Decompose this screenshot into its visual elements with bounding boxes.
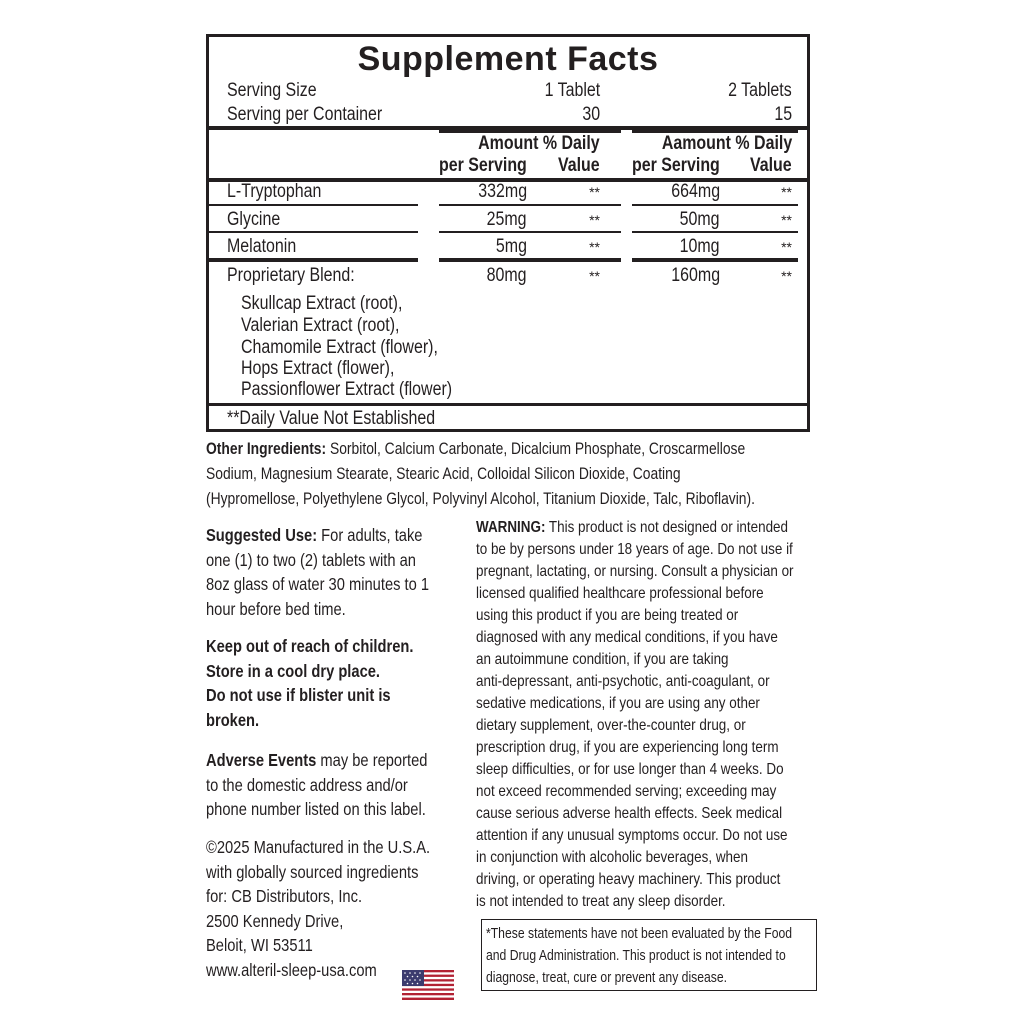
fda-disclaimer-box: *These statements have not been evaluated by the Food and Drug Administration. This product is not intended to diagnose, treat, cure or prevent any disease.	[481, 919, 817, 991]
blend-item: Passionflower Extract (flower)	[241, 379, 453, 400]
facts-title: Supplement Facts	[357, 40, 659, 78]
adverse-events: Adverse Events may be reported to the domestic address and/or phone number listed on this label.	[206, 750, 428, 819]
amount-col1: 80mg	[487, 265, 527, 286]
row-divider	[439, 231, 621, 233]
amount-col2: 160mg	[671, 265, 720, 286]
servings-2: 15	[774, 104, 792, 125]
serving-size-2: 2 Tablets	[728, 80, 792, 101]
col2-header-line1: Aamount % Daily	[661, 133, 792, 154]
storage-warnings: Keep out of reach of children. Store in a cool dry place. Do not use if blister unit is broken.	[206, 636, 414, 730]
dv-col1: **	[589, 239, 600, 255]
footnote-divider	[209, 403, 807, 406]
col1-header-value: Value	[558, 155, 600, 176]
other-ingredients-label: Other Ingredients:	[206, 440, 327, 458]
suggested-use: Suggested Use: For adults, take one (1) to two (2) tablets with an 8oz glass of water 30 minutes to 1 hour before bed time.	[206, 525, 430, 619]
row-divider	[632, 258, 798, 262]
manufacturer-info: ©2025 Manufactured in the U.S.A. with globally sourced ingredients for: CB Distributors, Inc. 2500 Kennedy Drive, Beloit, WI 53511 www.alteril-sleep-usa.com	[206, 835, 466, 982]
amount-col2: 50mg	[680, 209, 720, 230]
nutrient-name: Glycine	[227, 209, 281, 230]
other-ingredients	[206, 437, 826, 512]
row-divider	[632, 231, 798, 233]
amount-col1: 25mg	[487, 209, 527, 230]
warning-label: WARNING:	[476, 519, 546, 536]
serving-size-label: Serving Size	[227, 80, 317, 101]
supplement-facts-panel	[206, 34, 810, 432]
row-divider	[209, 231, 418, 233]
servings-label: Serving per Container	[227, 104, 383, 125]
col2-header-value: Value	[750, 155, 792, 176]
dv-col1: **	[589, 268, 600, 284]
warning-text: WARNING: This product is not designed or intended to be by persons under 18 years of age. Do not use if pregnant, lactating, or nursing. Consult a physician or licensed qualified healthcare professional before using this product if you are being treated or diagnosed with any medical conditions, if you have an autoimmune condition, if you are taking anti-depressant, anti-psychotic, anti-coagulant, or sedative medications, if you are using any other dietary supplement, over-the-counter drug, or prescription drug, if you are experiencing long term sleep difficulties, or for use longer than 4 weeks. Do not exceed recommended serving; exceeding may cause serious adverse health effects. Seek medical attention if any unusual symptoms occur. Do not use in conjunction with alcoholic beverages, when driving, or operating heavy machinery. This product is not intended to treat any sleep disorder.	[476, 519, 794, 910]
col1-header-line1: Amount % Daily	[478, 133, 600, 154]
dv-col2: **	[781, 212, 792, 228]
row-divider	[209, 204, 418, 206]
dv-col2: **	[781, 184, 792, 200]
dv-col1: **	[589, 212, 600, 228]
dv-col2: **	[781, 239, 792, 255]
other-ingredients-line: Other Ingredients: Sorbitol, Calcium Carbonate, Dicalcium Phosphate, Croscarmellose	[206, 440, 746, 458]
blend-item: Hops Extract (flower),	[241, 358, 395, 379]
dv-col1: **	[589, 184, 600, 200]
row-divider	[209, 258, 418, 262]
us-flag-icon	[402, 970, 454, 1000]
row-divider	[439, 204, 621, 206]
row-divider	[632, 204, 798, 206]
nutrient-name: L-Tryptophan	[227, 181, 322, 202]
blend-item: Valerian Extract (root),	[241, 315, 400, 336]
website-link: www.alteril-sleep-usa.com	[206, 959, 377, 980]
adverse-events-label: Adverse Events	[206, 750, 317, 770]
serving-size-1: 1 Tablet	[544, 80, 600, 101]
col1-header-per-serving: per Serving	[439, 155, 527, 176]
blend-item: Skullcap Extract (root),	[241, 293, 403, 314]
nutrient-name: Melatonin	[227, 236, 297, 257]
daily-value-footnote: **Daily Value Not Established	[227, 408, 436, 429]
nutrient-name: Proprietary Blend:	[227, 265, 355, 286]
suggested-use-label: Suggested Use:	[206, 525, 318, 545]
other-ingredients-line: Sodium, Magnesium Stearate, Stearic Acid, Colloidal Silicon Dioxide, Coating	[206, 465, 681, 483]
dv-col2: **	[781, 268, 792, 284]
amount-col1: 332mg	[478, 181, 527, 202]
blend-item: Chamomile Extract (flower),	[241, 337, 438, 358]
col2-header-per-serving: per Serving	[632, 155, 720, 176]
servings-1: 30	[582, 104, 600, 125]
other-ingredients-line: (Hypromellose, Polyethylene Glycol, Polyvinyl Alcohol, Titanium Dioxide, Talc, Riboflavin).	[206, 490, 755, 508]
amount-col1: 5mg	[495, 236, 527, 257]
amount-col2: 10mg	[680, 236, 720, 257]
amount-col2: 664mg	[671, 181, 720, 202]
row-divider	[439, 258, 621, 262]
